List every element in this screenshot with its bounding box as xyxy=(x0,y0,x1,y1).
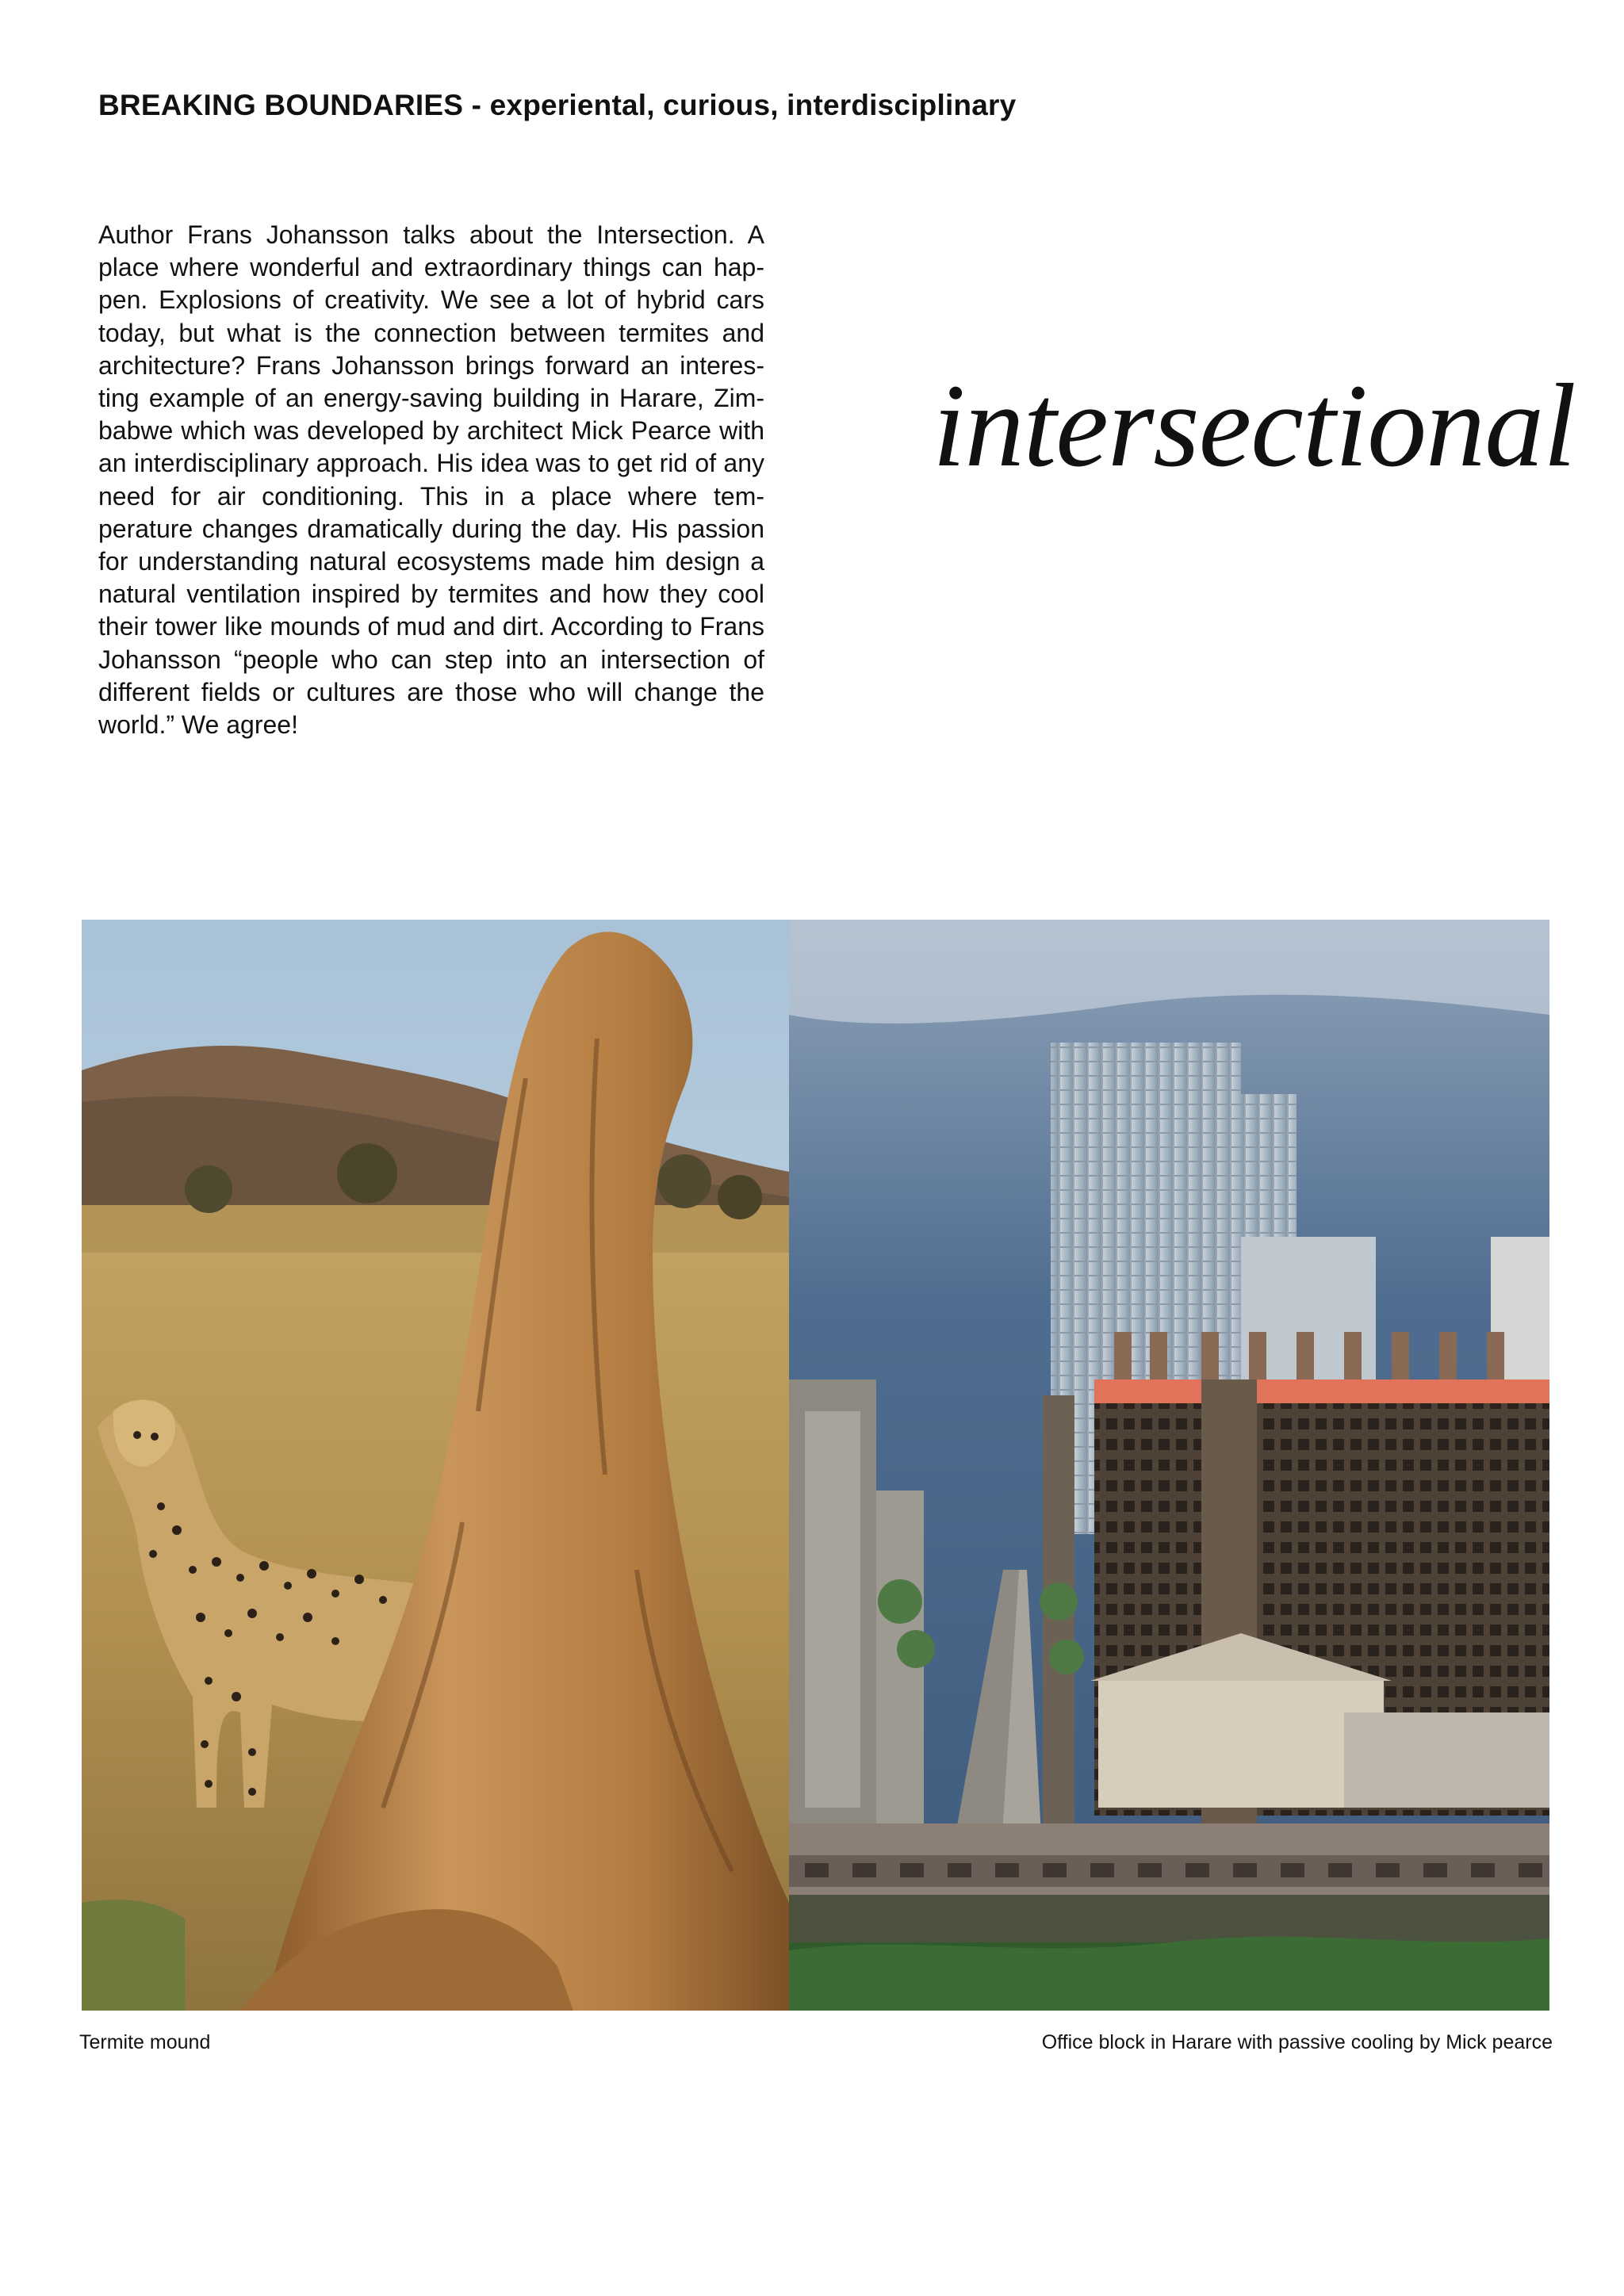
caption-office-block: Office block in Harare with passive cooling by Mick pearce xyxy=(1041,2031,1553,2053)
pull-quote: intersectional xyxy=(933,360,1576,492)
termite-mound-illustration xyxy=(82,920,789,2011)
harare-office-photo xyxy=(789,920,1549,2011)
page-title xyxy=(98,89,1016,123)
page-title-subtitle: - experiental, curious, interdisciplinary xyxy=(463,89,1017,121)
termite-mound-photo xyxy=(82,920,789,2011)
harare-office-illustration xyxy=(789,920,1549,2011)
caption-termite-mound: Termite mound xyxy=(79,2031,211,2053)
article-body: Author Frans Johansson talks about the Intersection. A place where wonderful and extraordinary things can happen. Explosions of creativity. We see a lot of hybrid cars today, but what is the connection between termites and architecture? Frans Johansson brings forward an interesting example of an energy-saving building in Harare, Zimbabwe which was developed by architect Mick Pearce with an interdisciplinary approach. His idea was to get rid of any need for air conditioning. This in a place where temperature changes dramatically during the day. His passion for understanding natural ecosystems made him design a natural ventilation inspired by termites and how they cool their tower like mounds of mud and dirt. According to Frans Johansson “people who can step into an intersection of different fields or cultures are those who will change the world.” We agree! xyxy=(98,220,764,740)
page-title-bold: BREAKING BOUNDARIES xyxy=(98,89,464,121)
